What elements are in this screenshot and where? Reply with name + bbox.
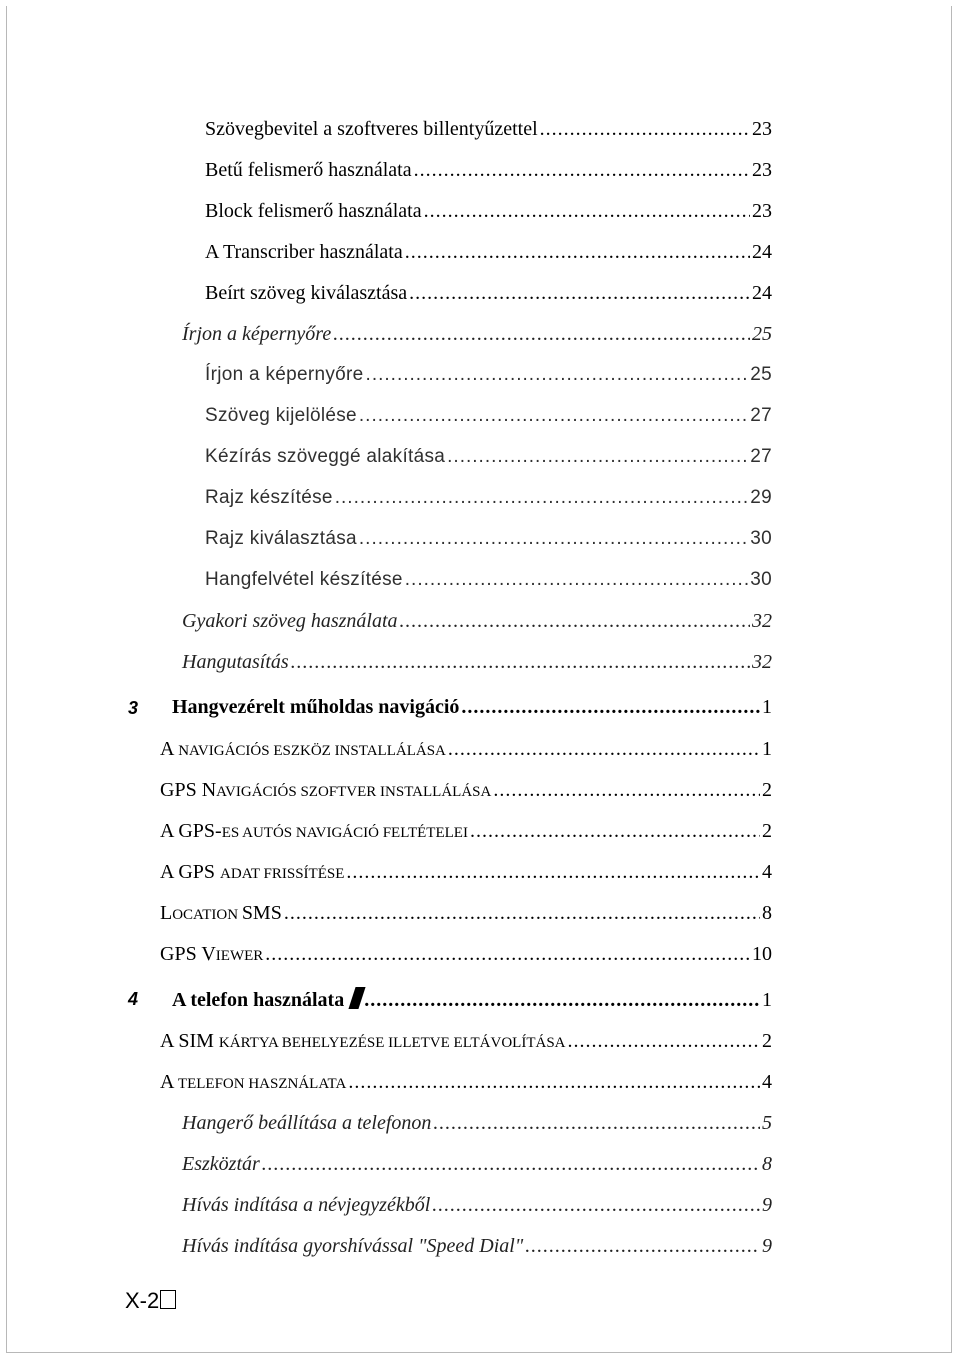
page-number-footer xyxy=(125,1288,176,1314)
toc-chapter-title: Hangvezérelt műholdas navigáció xyxy=(172,696,460,718)
toc-entry-title: Rajz készítése xyxy=(205,487,333,508)
toc-entry[interactable] xyxy=(182,1112,772,1142)
title-small-caps: KÁRTYA BEHELYEZÉSE ILLETVE ELTÁVOLÍTÁSA xyxy=(218,1035,566,1051)
dot-leader xyxy=(405,241,750,264)
dot-leader xyxy=(461,696,760,719)
toc-entry-page: 2 xyxy=(762,1030,772,1052)
toc-entry[interactable] xyxy=(160,820,772,850)
dot-leader xyxy=(414,159,750,182)
toc-entry[interactable] xyxy=(160,1071,772,1101)
dot-leader xyxy=(333,323,750,346)
toc-entry-page: 29 xyxy=(750,487,772,508)
toc-entry-title xyxy=(160,943,263,966)
toc-entry-title xyxy=(160,1071,346,1094)
toc-entry-page: 8 xyxy=(762,902,772,924)
dot-leader xyxy=(284,902,760,925)
title-caps: A GPS xyxy=(160,861,221,883)
title-small-caps: NAVIGÁCIÓS ESZKÖZ INSTALLÁLÁSA xyxy=(174,743,446,759)
title-small-caps: AVIGÁCIÓS SZOFTVER INSTALLÁLÁSA xyxy=(216,784,492,800)
toc-entry-title xyxy=(160,738,446,761)
dot-leader xyxy=(348,1071,760,1094)
toc-entry-title: Írjon a képernyőre xyxy=(182,323,332,345)
dot-leader xyxy=(433,1112,760,1135)
dot-leader xyxy=(525,1235,760,1258)
toc-entry-page: 24 xyxy=(752,241,772,263)
toc-entry-page: 23 xyxy=(752,118,772,140)
toc-entry-title: Hangerő beállítása a telefonon xyxy=(182,1112,432,1134)
toc-entry-page: 1 xyxy=(762,989,772,1011)
toc-entry-page: 32 xyxy=(752,610,772,632)
toc-entry-page: 10 xyxy=(752,943,772,965)
toc-entry-page: 30 xyxy=(750,528,772,549)
title-caps: GPS N xyxy=(160,779,217,801)
toc-entry-page: 2 xyxy=(762,820,772,842)
toc-entry-page: 4 xyxy=(762,861,772,883)
toc-chapter-entry[interactable] xyxy=(172,987,772,1017)
title-caps: A xyxy=(160,1071,175,1093)
phone-icon xyxy=(349,987,366,1009)
dot-leader xyxy=(262,1153,760,1176)
toc-entry[interactable] xyxy=(160,861,772,891)
toc-entry[interactable] xyxy=(160,779,772,809)
toc-entry-title: Block felismerő használata xyxy=(205,200,422,222)
toc-entry[interactable] xyxy=(205,118,772,148)
toc-entry[interactable] xyxy=(205,282,772,312)
toc-entry-title: Szövegbevitel a szoftveres billentyűzettel xyxy=(205,118,538,140)
toc-entry-title: Rajz kiválasztása xyxy=(205,528,357,549)
toc-entry[interactable] xyxy=(205,405,772,435)
dot-leader xyxy=(346,861,760,884)
dot-leader xyxy=(448,738,760,761)
toc-entry-title: Írjon a képernyőre xyxy=(205,364,364,385)
toc-entry[interactable] xyxy=(160,1030,772,1060)
dot-leader xyxy=(291,651,750,674)
dot-leader xyxy=(540,118,750,141)
toc-entry-page: 1 xyxy=(762,738,772,760)
dot-leader xyxy=(447,446,748,468)
toc-entry[interactable] xyxy=(182,1235,772,1265)
toc-entry-title: Beírt szöveg kiválasztása xyxy=(205,282,408,304)
toc-entry-page: 30 xyxy=(750,569,772,590)
title-small-caps: TELEFON HASZNÁLATA xyxy=(174,1076,347,1092)
dot-leader xyxy=(493,779,760,802)
toc-entry-title: Szöveg kijelölése xyxy=(205,405,357,426)
toc-entry[interactable] xyxy=(205,487,772,517)
title-caps: L xyxy=(160,902,173,924)
toc-entry-page: 24 xyxy=(752,282,772,304)
toc-entry-page: 25 xyxy=(752,323,772,345)
toc-entry-page: 27 xyxy=(750,405,772,426)
title-caps: SMS xyxy=(241,902,282,924)
toc-entry[interactable] xyxy=(205,241,772,271)
toc-entry-page: 2 xyxy=(762,779,772,801)
dot-leader xyxy=(359,405,748,427)
toc-entry-title xyxy=(160,1030,566,1053)
toc-entry[interactable] xyxy=(182,323,772,353)
toc-entry[interactable] xyxy=(205,200,772,230)
toc-entry-page: 1 xyxy=(762,696,772,718)
toc-entry-page: 9 xyxy=(762,1194,772,1216)
toc-chapter-title xyxy=(172,987,362,1012)
title-caps: A SIM xyxy=(160,1030,219,1052)
toc-entry-title: Hangutasítás xyxy=(182,651,289,673)
title-caps: A xyxy=(160,738,175,760)
toc-entry-title: Hangfelvétel készítése xyxy=(205,569,403,590)
toc-entry[interactable] xyxy=(205,364,772,394)
toc-entry[interactable] xyxy=(182,610,772,640)
toc-entry[interactable] xyxy=(160,902,772,932)
toc-entry-page: 25 xyxy=(750,364,772,385)
toc-entry-page: 23 xyxy=(752,159,772,181)
toc-chapter-entry[interactable] xyxy=(172,696,772,726)
title-caps: GPS V xyxy=(160,943,216,965)
toc-entry-title xyxy=(160,902,282,925)
dot-leader xyxy=(335,487,749,509)
toc-entry[interactable] xyxy=(205,446,772,476)
toc-entry-page: 9 xyxy=(762,1235,772,1257)
toc-entry-page: 23 xyxy=(752,200,772,222)
dot-leader xyxy=(424,200,750,223)
page-number-label: X-2 xyxy=(125,1288,160,1313)
dot-leader xyxy=(359,528,748,550)
chapter-number: 3 xyxy=(128,698,139,718)
toc-entry-title xyxy=(160,820,468,843)
toc-entry[interactable] xyxy=(160,943,772,973)
toc-entry-title: Hívás indítása a névjegyzékből xyxy=(182,1194,431,1216)
toc-entry[interactable] xyxy=(205,528,772,558)
toc-entry-title: Gyakori szöveg használata xyxy=(182,610,398,632)
title-small-caps: IEWER xyxy=(215,948,264,964)
toc-entry[interactable] xyxy=(205,159,772,189)
dot-leader xyxy=(568,1030,761,1053)
dot-leader xyxy=(400,610,750,633)
toc-entry[interactable] xyxy=(182,1153,772,1183)
toc-entry-title xyxy=(160,861,344,884)
toc-entry-title: Hívás indítása gyorshívással "Speed Dial" xyxy=(182,1235,524,1257)
title-small-caps: ADAT FRISSÍTÉSE xyxy=(220,866,345,882)
toc-entry[interactable] xyxy=(160,738,772,768)
toc-entry-title: Eszköztár xyxy=(182,1153,260,1175)
toc-entry-page: 4 xyxy=(762,1071,772,1093)
dot-leader xyxy=(432,1194,760,1217)
toc-entry-title: Betű felismerő használata xyxy=(205,159,412,181)
toc-entry-title: Kézírás szöveggé alakítása xyxy=(205,446,446,467)
title-small-caps: OCATION xyxy=(172,907,242,923)
dot-leader xyxy=(470,820,760,843)
chapter-number: 4 xyxy=(128,989,139,1009)
dot-leader xyxy=(366,364,749,386)
placeholder-box-icon xyxy=(160,1290,176,1309)
title-caps: A GPS- xyxy=(160,820,222,842)
title-small-caps: ES AUTÓS NAVIGÁCIÓ FELTÉTELEI xyxy=(221,825,468,841)
toc-entry[interactable] xyxy=(205,569,772,599)
chapter-title-text: A telefon használata xyxy=(172,989,345,1011)
dot-leader xyxy=(364,989,760,1012)
toc-entry-title: A Transcriber használata xyxy=(205,241,403,263)
toc-entry-page: 32 xyxy=(752,651,772,673)
toc-entry-page: 27 xyxy=(750,446,772,467)
toc-entry-title xyxy=(160,779,491,802)
dot-leader xyxy=(265,943,750,966)
dot-leader xyxy=(405,569,749,591)
dot-leader xyxy=(409,282,750,305)
toc-entry[interactable] xyxy=(182,1194,772,1224)
toc-entry-page: 5 xyxy=(762,1112,772,1134)
toc-entry-page: 8 xyxy=(762,1153,772,1175)
toc-entry[interactable] xyxy=(182,651,772,681)
